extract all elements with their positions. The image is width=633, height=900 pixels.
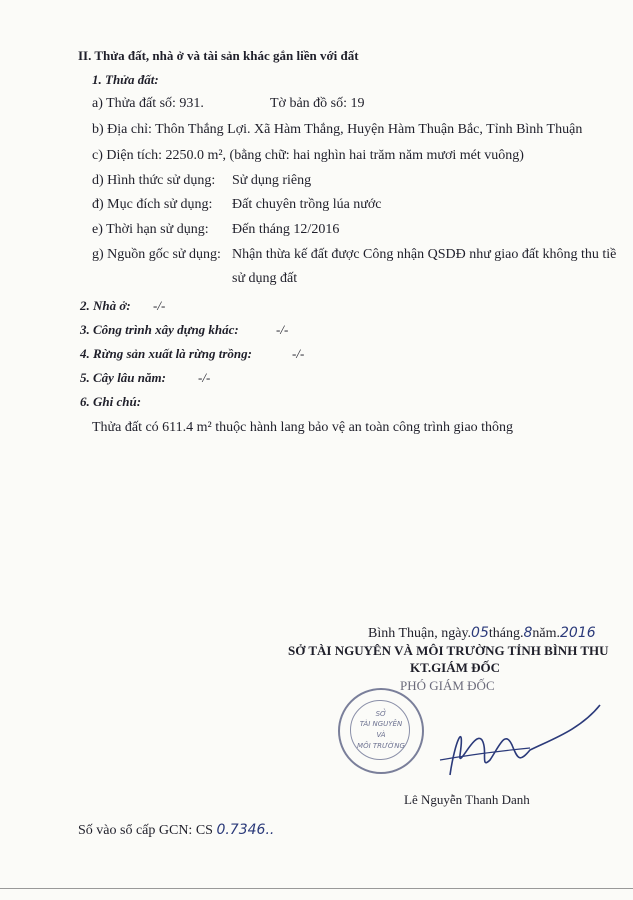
perennial-value: -/- <box>198 370 211 385</box>
signer-name: Lê Nguyễn Thanh Danh <box>404 792 530 807</box>
official-seal <box>338 688 424 774</box>
seal-line-1: SỞ <box>375 710 387 718</box>
date-day: 05 <box>471 625 489 641</box>
department-name: SỞ TÀI NGUYÊN VÀ MÔI TRƯỜNG TỈNH BÌNH THU <box>288 643 609 658</box>
origin-value-line2: sử dụng đất <box>232 271 298 286</box>
register-handwritten-number: 0.7346.. <box>216 822 275 838</box>
purpose-value: Đất chuyên trồng lúa nước <box>232 197 382 212</box>
register-label: Số vào sổ cấp GCN: <box>78 823 193 838</box>
house-value: -/- <box>153 298 166 313</box>
land-title: 1. Thửa đất: <box>92 72 159 87</box>
register-prefix: CS <box>195 823 213 838</box>
date-year-label: năm. <box>532 626 561 641</box>
notes-label: 6. Ghi chú: <box>80 394 142 409</box>
page-bottom-edge <box>0 888 633 889</box>
perennial-label: 5. Cây lâu năm: <box>80 370 166 385</box>
house-label: 2. Nhà ở: <box>80 298 131 313</box>
seal-line-3: VÀ <box>376 731 386 739</box>
forest-value: -/- <box>292 346 305 361</box>
construction-value: -/- <box>276 322 289 337</box>
note-text: Thửa đất có 611.4 m² thuộc hành lang bảo vệ an toàn công trình giao thông <box>92 420 514 435</box>
register-number <box>78 822 274 839</box>
seal-inner-ring <box>350 700 410 760</box>
parcel-number: a) Thửa đất số: 931. <box>92 96 204 111</box>
term-label: e) Thời hạn sử dụng: <box>92 222 209 237</box>
land-address: b) Địa chỉ: Thôn Thắng Lợi. Xã Hàm Thắng, Huyện Hàm Thuận Bắc, Tỉnh Bình Thuận <box>92 122 583 137</box>
usage-form-value: Sử dụng riêng <box>232 173 312 188</box>
land-area: c) Diện tích: 2250.0 m², (bằng chữ: hai nghìn hai trăm năm mươi mét vuông) <box>92 148 524 163</box>
purpose-label: đ) Mục đích sử dụng: <box>92 197 213 212</box>
date-month: 8 <box>523 625 533 641</box>
term-value: Đến tháng 12/2016 <box>232 222 340 237</box>
date-year: 2016 <box>560 625 596 641</box>
forest-label: 4. Rừng sản xuất là rừng trồng: <box>80 346 252 361</box>
section-title: II. Thửa đất, nhà ở và tài sản khác gắn liền với đất <box>78 48 359 63</box>
origin-value-line1: Nhận thừa kế đất được Công nhận QSDĐ như giao đất không thu tiề <box>232 247 617 262</box>
seal-line-2: TÀI NGUYÊN <box>359 720 403 728</box>
deputy-director: PHÓ GIÁM ĐỐC <box>400 678 495 693</box>
seal-line-4: MÔI TRƯỜNG <box>357 742 405 750</box>
signature-date <box>368 625 596 642</box>
map-sheet-number: Tờ bản đồ số: 19 <box>270 96 365 111</box>
construction-label: 3. Công trình xây dựng khác: <box>80 322 239 337</box>
origin-label: g) Nguồn gốc sử dụng: <box>92 247 221 262</box>
date-month-label: tháng. <box>488 626 524 641</box>
usage-form-label: d) Hình thức sử dụng: <box>92 173 216 188</box>
kt-director: KT.GIÁM ĐỐC <box>410 660 501 675</box>
date-prefix: Bình Thuận, ngày. <box>368 626 472 641</box>
handwritten-signature <box>420 700 610 790</box>
